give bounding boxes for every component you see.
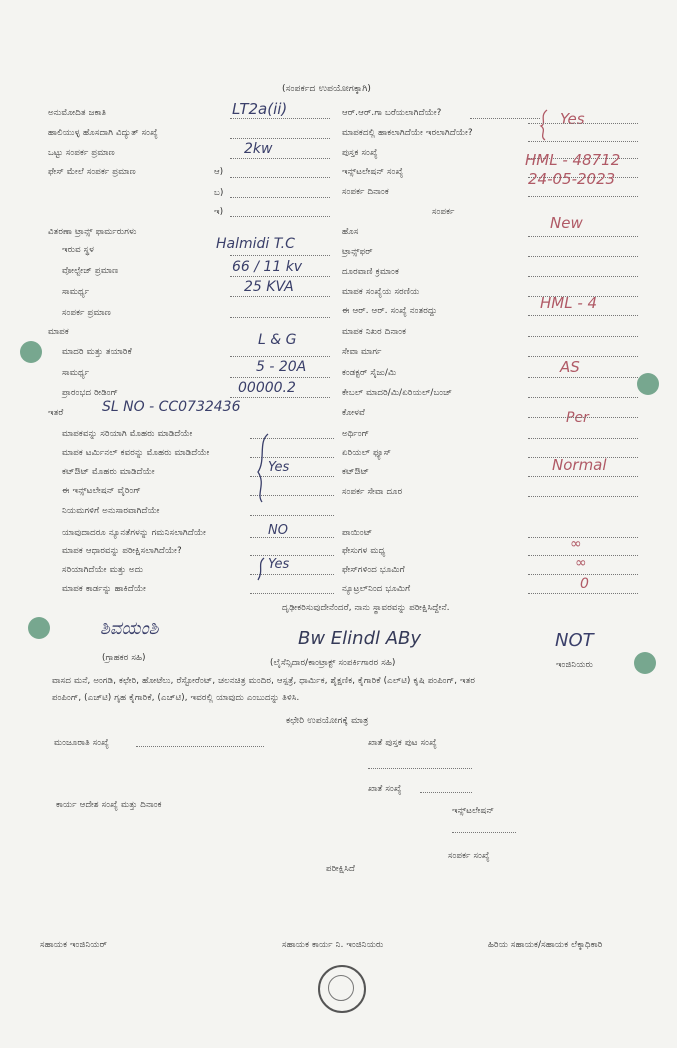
r22-label: ಫೇಸುಗಳ ಮಧ್ಯ bbox=[342, 546, 386, 556]
r9-line bbox=[528, 276, 638, 277]
r13-label: ಸೇವಾ ಮಾರ್ಗ bbox=[342, 347, 382, 357]
r13-line bbox=[528, 356, 638, 357]
r24-line bbox=[528, 593, 638, 594]
r8-line bbox=[528, 256, 638, 257]
ink-stain bbox=[28, 617, 50, 639]
form-heading: (ಸಂಪರ್ಕದ ಉಪಯೋಗಕ್ಕಾಗಿ) bbox=[282, 84, 372, 94]
r1-label: ಆರ್.ಆರ್.ಗಾ ಬರೆಯಲಾಗಿದೆಯೇ? bbox=[342, 108, 442, 118]
work-order-label: ಕಾರ್ಯ ಆದೇಶ ಸಂಖ್ಯೆ ಮತ್ತು ದಿನಾಂಕ bbox=[56, 800, 162, 810]
transformer-label: ವಿತರಣಾ ಟ್ರಾನ್ಸ್ ಫಾರ್ಮರುಗಳು bbox=[48, 227, 137, 237]
load-label: ಒಟ್ಟು ಸಂಪರ್ಕ ಪ್ರಮಾಣ bbox=[48, 148, 115, 158]
account-label: ಖಾತೆ ಸಂಖ್ಯೆ bbox=[368, 784, 402, 794]
q4-label: ಈ ಇನ್ಸ್‌ಟಲೇಷನ್ ವೈರಿಂಗ್ bbox=[62, 486, 141, 496]
phase-b-line bbox=[230, 197, 330, 198]
category-text-line-2: ಪಂಪಿಂಗ್, (ಎಚ್‌ಟಿ) ಗೃಹ ಕೈಗಾರಿಕೆ, (ಎಚ್‌ಟಿ), ಇವರಲ್ಲಿ ಯಾವುದು ಎಂಬುದನ್ನು ತಿಳಿಸಿ. bbox=[52, 693, 300, 703]
r16-line bbox=[528, 417, 638, 418]
contractor-signature-label: (ಲೈಸೆನ್ಸಿದಾರ/ಕಾಂಟ್ರಾಕ್ಟ್ ಸಂಪರ್ಕಿಗಾರರ ಸಹಿ) bbox=[270, 658, 396, 668]
phase-a-line bbox=[230, 177, 330, 178]
engineer-signature: NOT bbox=[555, 630, 594, 651]
initial-reading-value: 00000.2 bbox=[238, 380, 296, 396]
location-line bbox=[230, 255, 330, 256]
r7-label: ಹೊಸ bbox=[342, 227, 359, 237]
initial-reading-label: ಪ್ರಾರಂಭದ ರೀಡಿಂಗ್ bbox=[62, 388, 119, 398]
office-seal-icon bbox=[318, 965, 366, 1013]
q3-value: Yes bbox=[268, 460, 290, 475]
footer-assistant-executive-engineer: ಸಹಾಯಕ ಕಾರ್ಯ ನಿ. ಇಂಜಿನಿಯರು bbox=[282, 940, 384, 950]
r1-value-line bbox=[528, 123, 638, 124]
r9-label: ದೂರವಾಣಿ ಕ್ರಮಾಂಕ bbox=[342, 267, 400, 277]
r12-label: ಮಾಪಕ ನಿಖರ ದಿನಾಂಕ bbox=[342, 327, 407, 337]
r21-label: ಪಾಯಿಂಟ್ bbox=[342, 528, 373, 538]
r23-value: ∞ bbox=[575, 555, 587, 571]
r5-value: 24-05-2023 bbox=[528, 170, 616, 188]
extension-label: ಹಾಲಿಯುಳ್ಳ ಹೊಸದಾಗಿ ವಿದ್ಯುತ್ ಸಂಖ್ಯೆ bbox=[48, 128, 158, 138]
r15-label: ಕೇಬಲ್ ಮಾದರಿ/ಮಿ/ಏರಿಯಲ್/ಬಂಚ್ bbox=[342, 388, 452, 398]
conn-qty-label: ಸಂಪರ್ಕ ಪ್ರಮಾಣ bbox=[62, 308, 111, 318]
capacity-value: 25 KVA bbox=[244, 279, 294, 295]
meter-cap-label: ಸಾಮರ್ಥ್ಯ bbox=[62, 368, 90, 378]
r24-value: 0 bbox=[580, 576, 589, 592]
meter-cap-line bbox=[230, 377, 330, 378]
r6-label: ಸಂಪರ್ಕ bbox=[432, 207, 455, 217]
phase-label: ಫೇಸ್ ಮೇಲೆ ಸಂಪರ್ಕ ಪ್ರಮಾಣ bbox=[48, 167, 136, 177]
conn-qty-line bbox=[230, 317, 330, 318]
r10-label: ಮಾಪಕ ಸಂಖ್ಯೆಯ ಸರಣಿಯ bbox=[342, 287, 420, 297]
q6-label: ಯಾವುದಾದರೂ ನ್ಯೂನತೆಗಳನ್ನು ಗಮನಿಸಲಾಗಿದೆಯೇ bbox=[62, 528, 207, 538]
connection-no-label: ಸಂಪರ್ಕ ಸಂಖ್ಯೆ bbox=[448, 851, 490, 861]
location-label: ಇರುವ ಸ್ಥಳ bbox=[62, 245, 95, 255]
q2-label: ಮಾಪಕ ಟರ್ಮಿನಲ್ ಕವರನ್ನು ಮೊಹರು ಮಾಡಿದೆಯೇ bbox=[62, 448, 210, 458]
q8-label: ಸರಿಯಾಗಿದೆಯೇ ಮತ್ತು ಅದು bbox=[62, 565, 144, 575]
r4-value: HML - 48712 bbox=[525, 151, 621, 169]
r23-label: ಫೇಸ್‌ಗಳಿಂದ ಭೂಮಿಗೆ bbox=[342, 565, 405, 575]
r23-line bbox=[528, 574, 638, 575]
meter-make-label: ಮಾದರಿ ಮತ್ತು ತಯಾರಿಕೆ bbox=[62, 347, 132, 357]
r20-line bbox=[528, 496, 638, 497]
capacity-line bbox=[230, 296, 330, 297]
r14-label: ಕಂಡಕ್ಟರ್ ಸೈಜು/ಮಿ bbox=[342, 368, 397, 378]
declaration-text: ದೃಢೀಕರಿಸುವುದೇನೆಂದರೆ, ನಾನು ಸ್ಥಾವರವನ್ನು ಪರೀಕ್ಷಿಸಿದ್ದೇನೆ. bbox=[282, 603, 450, 613]
q8-value: Yes bbox=[268, 557, 290, 572]
sanction-line bbox=[136, 746, 264, 747]
q3-label: ಕಟ್‌ಔಟ್ ಮೊಹರು ಮಾಡಿದೆಯೇ bbox=[62, 467, 155, 477]
r21-line bbox=[528, 537, 638, 538]
r11-value: HML - 4 bbox=[540, 294, 598, 312]
installation-line bbox=[452, 832, 516, 833]
r11-label: ಈ ಆರ್. ಆರ್. ಸಂಖ್ಯೆ ನಂತರದ್ದು bbox=[342, 306, 438, 316]
inspected-label: ಪರೀಕ್ಷಿಸಿದೆ bbox=[326, 864, 356, 874]
voltage-label: ವೋಲ್ಟೇಜ್ ಪ್ರಮಾಣ bbox=[62, 266, 119, 276]
r19-value: Normal bbox=[552, 456, 607, 474]
q5-label: ನಿಯಮಗಳಿಗೆ ಅನುಸಾರವಾಗಿದೆಯೇ bbox=[62, 506, 160, 516]
phase-c-line bbox=[230, 216, 330, 217]
r16-label: ಕೋಳವೆ bbox=[342, 408, 366, 418]
category-text-line-1: ವಾಸದ ಮನೆ, ಅಂಗಡಿ, ಕಛೇರಿ, ಹೋಟೆಲು, ರೆಸ್ಟೋರೆಂಟ್, ಚಲನಚಿತ್ರ ಮಂದಿರ, ಆಸ್ಪತ್ರೆ, ಧಾರ್ಮಿಕ, ಶೈಕ್ಷಣಿಕ, ಕೈಗಾರಿಕೆ (ಎಲ್‌ಟಿ) ಕೃಷಿ ಪಂಪಿಂಗ್, ಇತರ bbox=[52, 676, 476, 686]
r7-value: New bbox=[550, 214, 583, 232]
q9-label: ಮಾಪಕ ಕಾರ್ಡನ್ನು ಹಾಕಿದೆಯೇ bbox=[62, 584, 146, 594]
r17-label: ಅರ್ಥಿಂಗ್ bbox=[342, 429, 370, 439]
meter-label: ಮಾಪಕ bbox=[48, 327, 69, 337]
r2-line bbox=[528, 141, 638, 142]
meter-cap-value: 5 - 20A bbox=[256, 359, 307, 375]
q5-line bbox=[250, 515, 334, 516]
other-label: ಇತರೆ bbox=[48, 408, 64, 418]
r12-line bbox=[528, 336, 638, 337]
q9-line bbox=[250, 593, 334, 594]
r4-label: ಇನ್ಸ್‌ಟಲೇಷನ್ ಸಂಖ್ಯೆ bbox=[342, 167, 404, 177]
consumer-signature: ಶಿವಯಂಶಿ bbox=[100, 618, 159, 639]
phase-c-label: ಇ) bbox=[214, 207, 224, 217]
footer-assistant-engineer: ಸಹಾಯಕ ಇಂಜಿನಿಯರ್ bbox=[40, 940, 108, 950]
r22-value: ∞ bbox=[570, 536, 582, 552]
voltage-line bbox=[230, 276, 330, 277]
load-line bbox=[230, 158, 330, 159]
r-brace bbox=[535, 108, 553, 142]
footer-accounts-officer: ಹಿರಿಯ ಸಹಾಯಕ/ಸಹಾಯಕ ಲೆಕ್ಕಾಧಿಕಾರಿ bbox=[488, 940, 603, 950]
r17-line bbox=[528, 438, 638, 439]
r5-label: ಸಂಪರ್ಕ ದಿನಾಂಕ bbox=[342, 187, 389, 197]
r1-line bbox=[470, 118, 540, 119]
r18-label: ಏರಿಯಲ್ ಫ್ಯೂಸ್ bbox=[342, 448, 392, 458]
tariff-label: ಅನುಮೋದಿತ ಜಕಾತಿ bbox=[48, 108, 107, 118]
r1-value: Yes bbox=[560, 110, 585, 128]
ledger-label: ಖಾತೆ ಪುಸ್ತಕ ಪುಟ ಸಂಖ್ಯೆ bbox=[368, 738, 437, 748]
r16-value: Per bbox=[566, 410, 589, 426]
r7-line bbox=[528, 236, 638, 237]
consumer-signature-label: (ಗ್ರಾಹಕರ ಸಹಿ) bbox=[102, 653, 146, 663]
ink-stain bbox=[637, 373, 659, 395]
load-value: 2kw bbox=[244, 141, 273, 157]
installation-label: ಇನ್ಸ್‌ಟಲೇಷನ್ bbox=[452, 806, 495, 816]
sanction-label: ಮಂಜೂರಾತಿ ಸಂಖ್ಯೆ bbox=[54, 738, 110, 748]
q6-value: NO bbox=[268, 523, 288, 538]
meter-make-value: L & G bbox=[258, 332, 297, 348]
ledger-line bbox=[368, 768, 472, 769]
ink-stain bbox=[20, 341, 42, 363]
r11-line bbox=[528, 315, 638, 316]
meter-make-line bbox=[230, 356, 330, 357]
r19-line bbox=[528, 476, 638, 477]
voltage-value: 66 / 11 kv bbox=[232, 259, 303, 275]
r2-label: ಮಾಪಕದಲ್ಲಿ ಹಾಕಲಾಗಿದೆಯೇ ಇರಲಾಗಿದೆಯೇ? bbox=[342, 128, 473, 138]
capacity-label: ಸಾಮರ್ಥ್ಯ bbox=[62, 287, 90, 297]
q6-line bbox=[250, 537, 334, 538]
r14-value: AS bbox=[560, 358, 580, 376]
r14-line bbox=[528, 377, 638, 378]
engineer-signature-label: ಇಂಜಿನಿಯರು bbox=[556, 660, 594, 670]
q1-label: ಮಾಪಕವನ್ನು ಸರಿಯಾಗಿ ಮೊಹರು ಮಾಡಿದೆಯೇ bbox=[62, 429, 193, 439]
r8-label: ಟ್ರಾನ್ಸ್‌ಫರ್ bbox=[342, 247, 373, 257]
serial-value: SL NO - CC0732436 bbox=[102, 399, 241, 415]
r15-line bbox=[528, 397, 638, 398]
r5-line bbox=[528, 196, 638, 197]
extension-line bbox=[230, 138, 330, 139]
account-line bbox=[420, 792, 472, 793]
phase-b-label: ಬ) bbox=[214, 188, 224, 198]
r3-label: ಪುಸ್ತಕ ಸಂಖ್ಯೆ bbox=[342, 148, 378, 158]
phase-a-label: ಆ) bbox=[214, 167, 224, 177]
brace-mark bbox=[252, 432, 274, 504]
office-use-title: ಕಛೇರಿ ಉಪಯೋಗಕ್ಕೆ ಮಾತ್ರ bbox=[286, 716, 369, 726]
brace-mark-2 bbox=[254, 556, 268, 582]
r19-label: ಕಟ್‌ಔಟ್ bbox=[342, 467, 370, 477]
tariff-value: LT2a(ii) bbox=[232, 100, 288, 118]
q7-label: ಮಾಪಕ ಆಧಾರವನ್ನು ಪರೀಕ್ಷಿಸಲಾಗಿದೆಯೇ? bbox=[62, 546, 182, 556]
tariff-line bbox=[230, 118, 330, 119]
initial-reading-line bbox=[230, 397, 330, 398]
ink-stain bbox=[634, 652, 656, 674]
r20-label: ಸಂಪರ್ಕ ಸೇವಾ ದೂರ bbox=[342, 487, 403, 497]
location-value: Halmidi T.C bbox=[216, 236, 295, 252]
contractor-signature: Bw Elindl ABy bbox=[298, 628, 422, 649]
r24-label: ನ್ಯೂಟ್ರಲ್‌ನಿಂದ ಭೂಮಿಗೆ bbox=[342, 584, 411, 594]
